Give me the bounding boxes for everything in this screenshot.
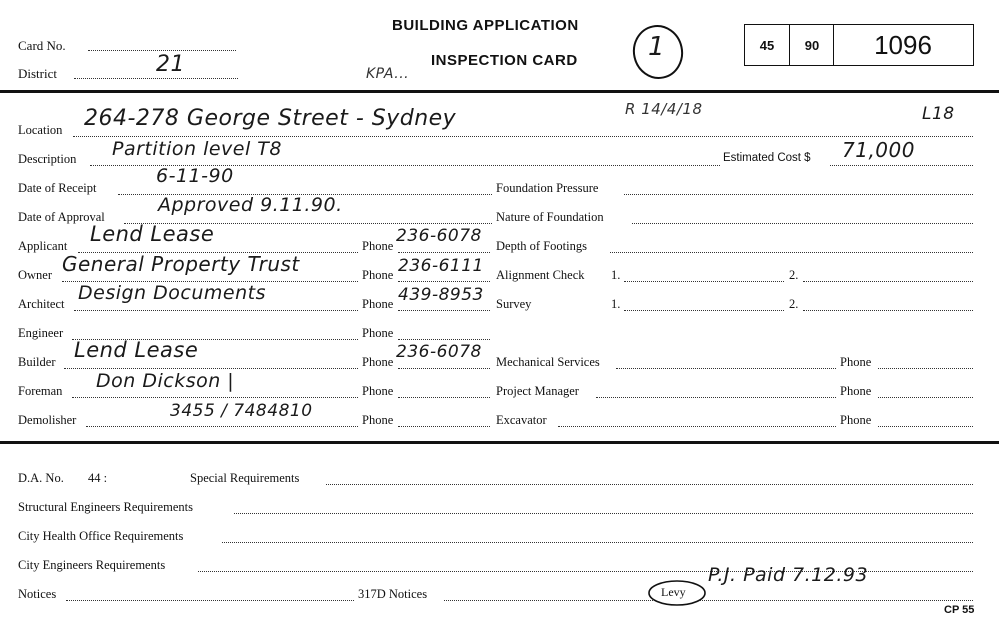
foundation-pressure-line xyxy=(624,194,973,195)
middle-rule xyxy=(0,441,999,444)
survey-two: 2. xyxy=(789,297,799,311)
builder-label: Builder xyxy=(18,355,56,369)
demolisher-phone-label: Phone xyxy=(362,413,394,427)
ref-note: R 14/4/18 xyxy=(625,100,703,118)
owner-value: General Property Trust xyxy=(62,252,300,276)
builder-line xyxy=(64,368,358,369)
mechanical-services-phone-label: Phone xyxy=(840,355,872,369)
nature-of-foundation-line xyxy=(632,223,973,224)
special-requirements-label: Special Requirements xyxy=(190,471,300,485)
depth-of-footings-line xyxy=(610,252,973,253)
excavator-phone-label: Phone xyxy=(840,413,872,427)
location-label: Location xyxy=(18,123,63,137)
circled-number: 1 xyxy=(648,32,666,62)
applicant-phone-label: Phone xyxy=(362,239,394,253)
builder-phone: 236-6078 xyxy=(396,342,482,362)
description-label: Description xyxy=(18,152,77,166)
card-no-label: Card No. xyxy=(18,38,66,53)
project-manager-phone-line xyxy=(878,397,973,398)
estimated-cost-value: 71,000 xyxy=(842,138,915,162)
foreman-label: Foreman xyxy=(18,384,63,398)
description-value: Partition level T8 xyxy=(112,138,282,160)
title-line1: BUILDING APPLICATION xyxy=(392,17,579,34)
notices-317d-label: 317D Notices xyxy=(358,587,428,601)
box-cell-a: 45 xyxy=(759,37,775,53)
project-manager-line xyxy=(596,397,836,398)
card-no-line xyxy=(88,50,236,51)
foreman-value: Don Dickson | xyxy=(96,370,235,392)
architect-phone-label: Phone xyxy=(362,297,394,311)
alignment-check-two: 2. xyxy=(789,268,799,282)
demolisher-line xyxy=(86,426,358,427)
project-manager-phone-label: Phone xyxy=(840,384,872,398)
location-line xyxy=(73,136,973,137)
district-value: 21 xyxy=(156,52,185,77)
owner-phone-line xyxy=(398,281,490,282)
levy-note: P.J. Paid 7.12.93 xyxy=(708,564,869,586)
health-requirements-label: City Health Office Requirements xyxy=(18,529,184,543)
box-divider-2 xyxy=(833,25,834,65)
applicant-phone: 236-6078 xyxy=(396,226,482,246)
demolisher-value: 3455 / 7484810 xyxy=(170,401,313,421)
architect-label: Architect xyxy=(18,297,65,311)
date-of-receipt-label: Date of Receipt xyxy=(18,181,97,195)
alignment-check-line-2 xyxy=(803,281,973,282)
survey-one: 1. xyxy=(611,297,621,311)
date-of-approval-label: Date of Approval xyxy=(18,210,105,224)
health-requirements-line xyxy=(222,542,973,543)
architect-phone: 439-8953 xyxy=(398,285,484,305)
survey-line-1 xyxy=(624,310,784,311)
architect-value: Design Documents xyxy=(78,282,266,304)
notices-label: Notices xyxy=(18,587,57,601)
district-label: District xyxy=(18,66,57,81)
alignment-check-label: Alignment Check xyxy=(496,268,585,282)
builder-phone-label: Phone xyxy=(362,355,394,369)
header-scrawl: KPA... xyxy=(366,66,410,82)
foreman-phone-line xyxy=(398,397,490,398)
structural-requirements-label: Structural Engineers Requirements xyxy=(18,500,193,514)
alignment-check-line-1 xyxy=(624,281,784,282)
demolisher-label: Demolisher xyxy=(18,413,77,427)
applicant-phone-line xyxy=(398,252,490,253)
owner-label: Owner xyxy=(18,268,53,282)
builder-value: Lend Lease xyxy=(74,338,199,362)
project-manager-label: Project Manager xyxy=(496,384,579,398)
engineer-phone-line xyxy=(398,339,490,340)
structural-requirements-line xyxy=(234,513,973,514)
engineer-label: Engineer xyxy=(18,326,64,340)
code-note: L18 xyxy=(922,104,955,124)
box-cell-b: 90 xyxy=(804,37,820,53)
survey-line-2 xyxy=(803,310,973,311)
foundation-pressure-label: Foundation Pressure xyxy=(496,181,599,195)
engineer-phone-label: Phone xyxy=(362,326,394,340)
depth-of-footings-label: Depth of Footings xyxy=(496,239,587,253)
estimated-cost-line xyxy=(830,165,973,166)
location-value: 264-278 George Street - Sydney xyxy=(84,106,457,131)
mechanical-services-phone-line xyxy=(878,368,973,369)
architect-phone-line xyxy=(398,310,490,311)
owner-phone: 236-6111 xyxy=(398,256,484,276)
architect-line xyxy=(74,310,358,311)
mechanical-services-label: Mechanical Services xyxy=(496,355,600,369)
foreman-line xyxy=(72,397,358,398)
city-engineers-requirements-label: City Engineers Requirements xyxy=(18,558,166,572)
excavator-label: Excavator xyxy=(496,413,547,427)
da-no-label: D.A. No. xyxy=(18,471,64,485)
survey-label: Survey xyxy=(496,297,532,311)
form-code: CP 55 xyxy=(944,604,975,616)
nature-of-foundation-label: Nature of Foundation xyxy=(496,210,604,224)
title-line2: INSPECTION CARD xyxy=(431,52,578,69)
foreman-phone-label: Phone xyxy=(362,384,394,398)
card-number-box xyxy=(744,24,974,66)
da-no-value: 44 : xyxy=(88,471,108,485)
date-of-approval-value: Approved 9.11.90. xyxy=(158,194,343,216)
district-line xyxy=(74,78,238,79)
box-cell-number: 1096 xyxy=(874,29,932,60)
owner-phone-label: Phone xyxy=(362,268,394,282)
special-requirements-line xyxy=(326,484,973,485)
mechanical-services-line xyxy=(616,368,836,369)
box-divider-1 xyxy=(789,25,790,65)
excavator-line xyxy=(558,426,836,427)
demolisher-phone-line xyxy=(398,426,490,427)
date-of-receipt-value: 6-11-90 xyxy=(156,165,234,187)
notices-line xyxy=(66,600,354,601)
builder-phone-line xyxy=(398,368,490,369)
applicant-label: Applicant xyxy=(18,239,68,253)
alignment-check-one: 1. xyxy=(611,268,621,282)
excavator-phone-line xyxy=(878,426,973,427)
notices-317d-line xyxy=(444,600,973,601)
header-rule xyxy=(0,90,999,93)
levy-label: Levy xyxy=(661,585,686,599)
estimated-cost-label: Estimated Cost $ xyxy=(723,152,811,164)
applicant-value: Lend Lease xyxy=(90,222,215,246)
